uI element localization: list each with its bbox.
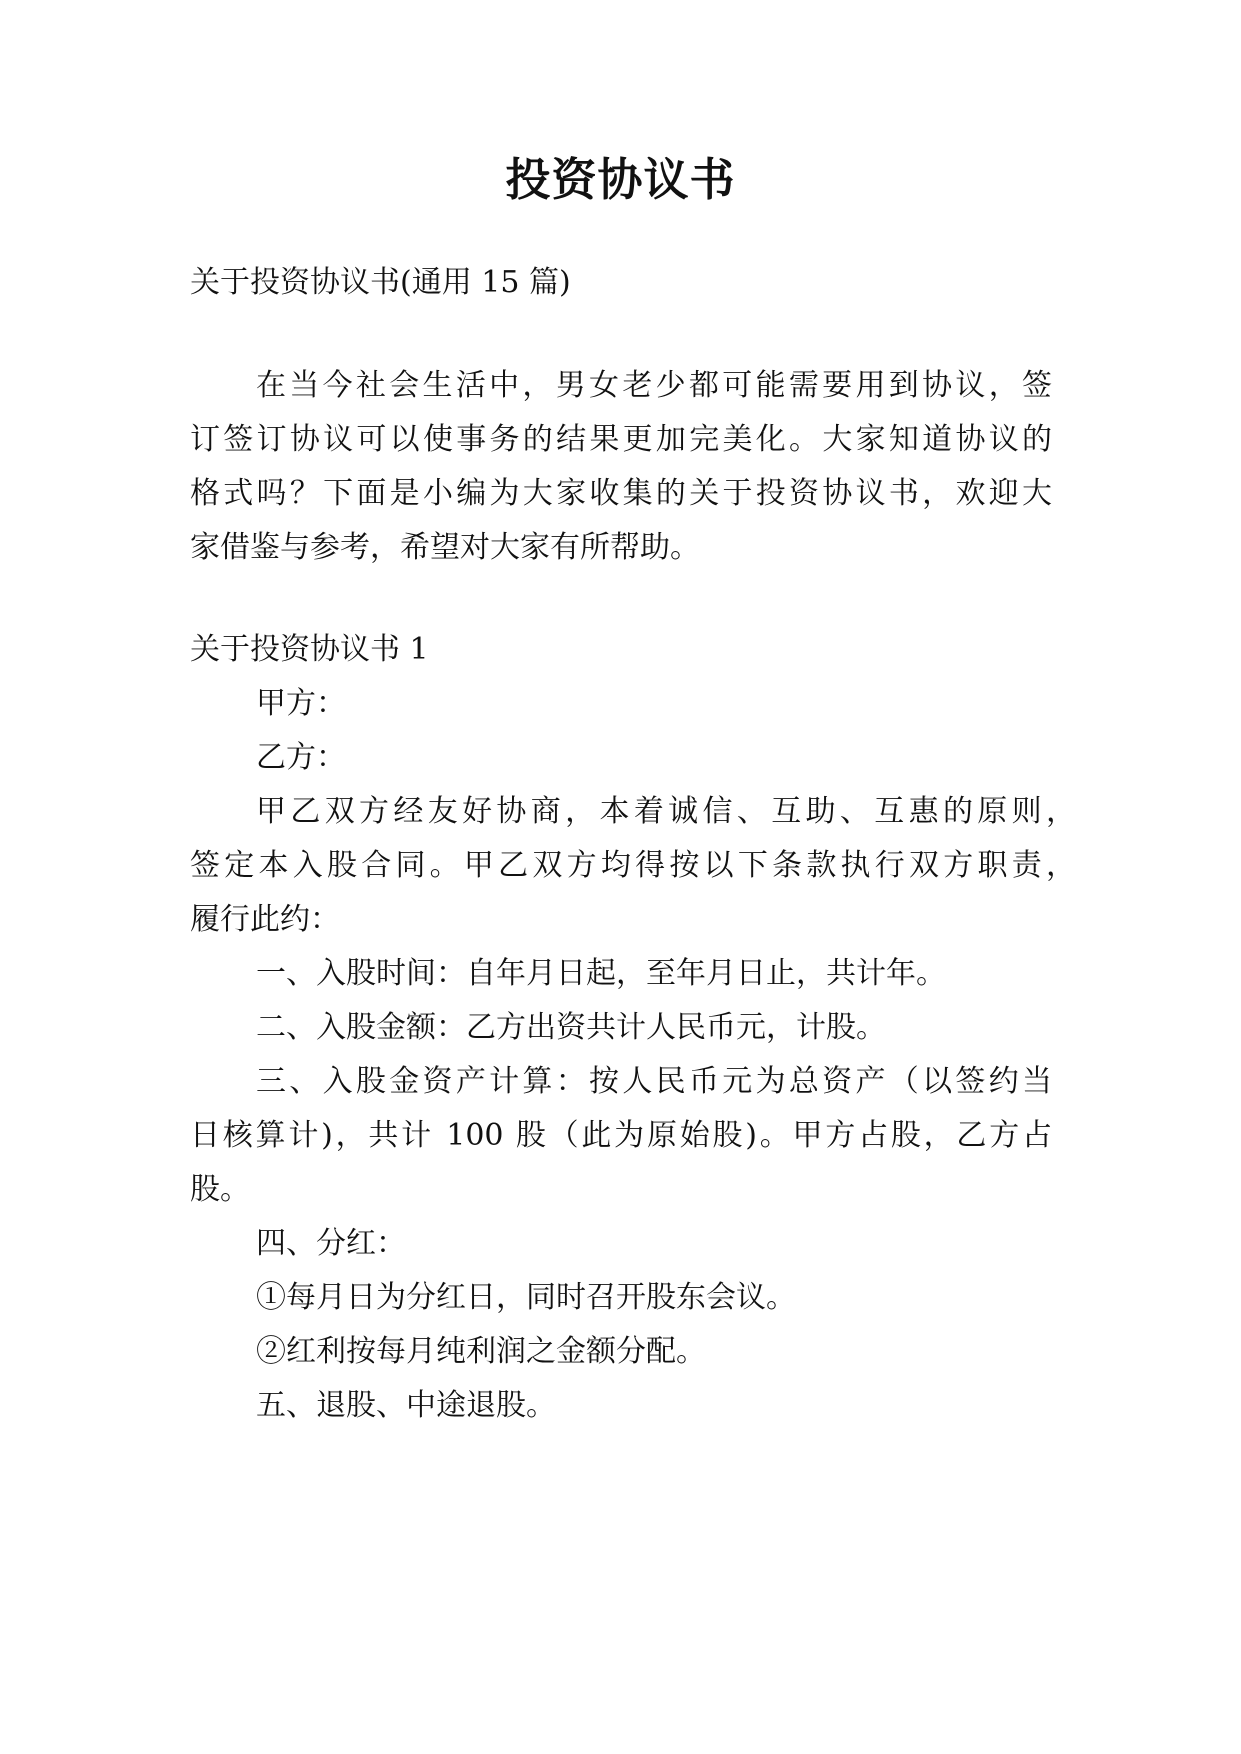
party-a-line: 甲方： [256,686,346,721]
clause-2: 二、入股金额：乙方出资共计人民币元，计股。 [256,1010,886,1045]
intro-line-4: 家借鉴与参考，希望对大家有所帮助。 [190,530,700,565]
intro-line-1: 在当今社会生活中，男女老少都可能需要用到协议，签 [256,368,1052,403]
clause-5: 五、退股、中途退股。 [256,1388,556,1423]
document-subtitle: 关于投资协议书(通用 15 篇) [190,265,571,300]
clause-3-line-3: 股。 [190,1172,250,1207]
preamble-line-2: 签定本入股合同。甲乙双方均得按以下条款执行双方职责， [190,848,1076,883]
party-b-line: 乙方： [256,740,346,775]
clause-3-line-2: 日核算计)，共计 100 股（此为原始股)。甲方占股，乙方占 [190,1118,1052,1153]
preamble-line-3: 履行此约： [190,902,340,937]
clause-3-line-1: 三、入股金资产计算：按人民币元为总资产（以签约当 [256,1064,1052,1099]
document-title: 投资协议书 [505,153,736,206]
clause-1: 一、入股时间：自年月日起，至年月日止，共计年。 [256,956,946,991]
intro-line-3: 格式吗？下面是小编为大家收集的关于投资协议书，欢迎大 [190,476,1052,511]
clause-4-item-2: ②红利按每月纯利润之金额分配。 [256,1334,706,1369]
clause-4: 四、分红： [256,1226,406,1261]
intro-line-2: 订签订协议可以使事务的结果更加完美化。大家知道协议的 [190,422,1052,457]
clause-4-item-1: ①每月日为分红日，同时召开股东会议。 [256,1280,796,1315]
section-heading: 关于投资协议书 1 [190,632,429,667]
preamble-line-1: 甲乙双方经友好协商，本着诚信、互助、互惠的原则， [256,794,1076,829]
